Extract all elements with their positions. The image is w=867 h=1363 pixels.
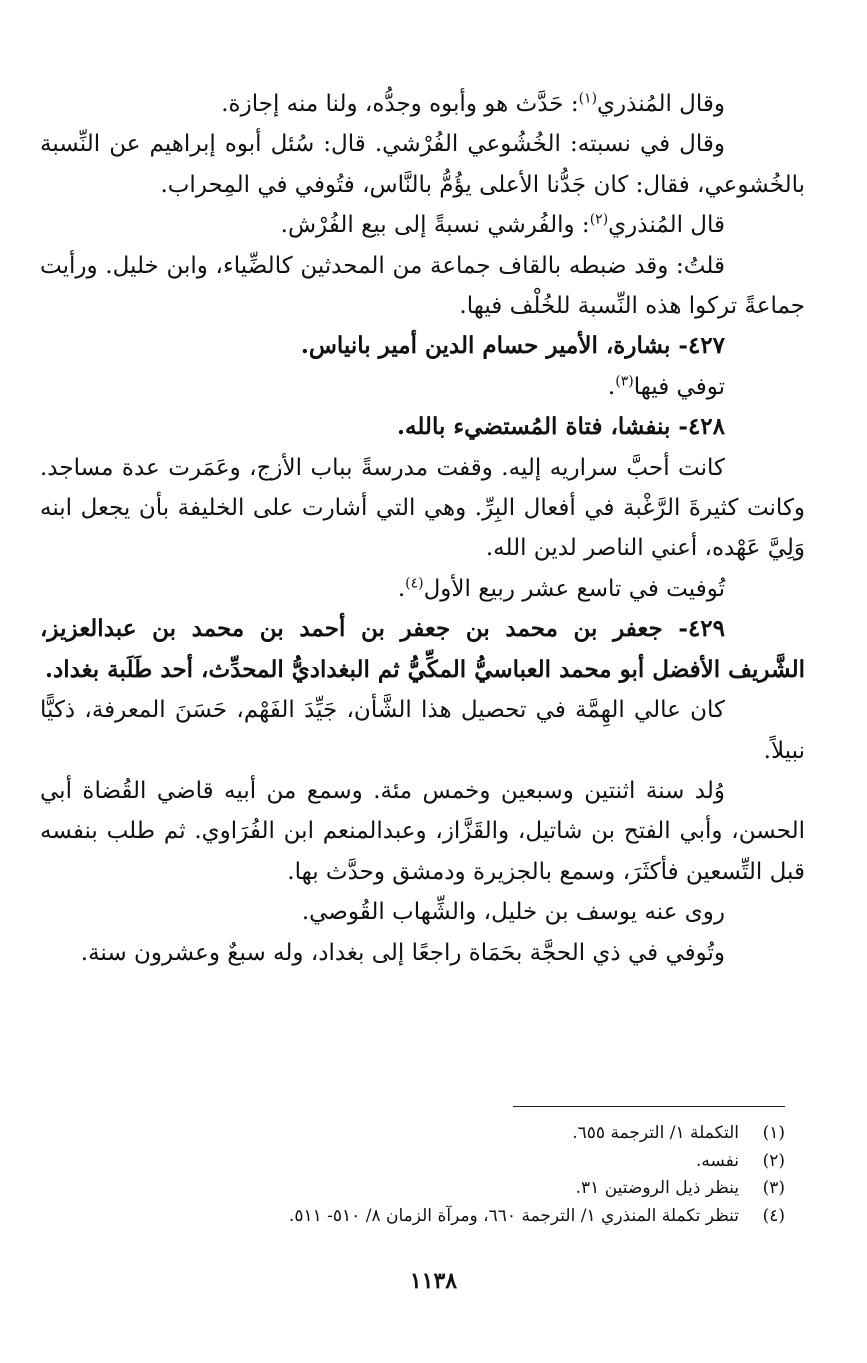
footnote-ref-4: (٤) (405, 575, 424, 592)
paragraph-8: كانت أحبَّ سراريه إليه. وقفت مدرسةً بباب الأزج، وعَمَرت عدة مساجد. وكانت كثيرةَ الرَّغْبة في أفعال البِرِّ. وهي التي أشارت على الخليفة بأن يجعل ابنه وَلِيَّ عَهْده، أعني الناصر لدين الله. (40, 454, 805, 562)
paragraph-13: روى عنه يوسف بن خليل، والشِّهاب القُوصي. (301, 899, 725, 926)
entry-428-heading: ٤٢٨- بنفشا، فتاة المُستضيء بالله. (396, 413, 725, 441)
entry-429-heading: ٤٢٩- جعفر بن محمد بن جعفر بن أحمد بن محمد بن عبدالعزيز، الشَّريف الأفضل أبو محمد العباسيُّ المكِّيُّ ثم البغداديُّ المحدِّث، أحد طَلَبة بغداد. (40, 615, 805, 683)
footnote-3: (٣) ينظر ذيل الروضتين ٣١. (575, 1178, 785, 1198)
footnotes (40, 1120, 785, 1230)
paragraph-2: وقال في نسبته: الخُشُوعي الفُرْشي. قال: سُئل أبوه إبراهيم عن النِّسبة بالخُشوعي، فقال: كان جَدُّنا الأعلى يؤُمُّ بالنَّاس، فتُوفي في المِحراب. (40, 131, 805, 198)
footnote-4: (٤) تنظر تكملة المنذري ١/ الترجمة ٦٦٠، ومرآة الزمان ٨/ ٥١٠- ٥١١. (288, 1205, 785, 1226)
footnote-2: (٢) نفسه. (695, 1150, 785, 1171)
footnote-1: (١) التكملة ١/ الترجمة ٦٥٥. (572, 1123, 785, 1143)
footnote-ref-3: (٣) (615, 373, 634, 390)
paragraph-4: قلتُ: وقد ضبطه بالقاف جماعة من المحدثين كالضِّياء، وابن خليل. ورأيت جماعةً تركوا هذه النِّسبة للخُلْف فيها. (40, 252, 805, 320)
paragraph-11: كان عالي الهِمَّة في تحصيل هذا الشَّأن، جَيِّدَ الفَهْم، حَسَنَ المعرفة، ذكيًّا نبيلاً. (40, 697, 805, 764)
footnote-ref-2: (٢) (589, 211, 609, 228)
paragraph-6: توفي فيها$^{(٣)}$. (607, 373, 725, 400)
paragraph-1: وقال المُنذري$^{(١)}$: حَدَّث هو وأبوه وجدُّه، ولنا منه إجازة. (221, 90, 725, 117)
paragraph-3: قال المُنذري$^{(٢)}$: والفُرشي نسبةً إلى بيع الفُرْش. (280, 211, 725, 239)
paragraph-14: وتُوفي في ذي الحجَّة بحَمَاة راجعًا إلى بغداد، وله سبعٌ وعشرون سنة. (80, 939, 725, 966)
footnote-divider (513, 1106, 785, 1107)
footnote-ref-1: (١) (578, 90, 598, 107)
main-text (40, 84, 805, 973)
paragraph-12: وُلد سنة اثنتين وسبعين وخمس مئة. وسمع من أبيه قاضي القُضاة أبي الحسن، وأبي الفتح بن شاتيل، والقَزَّاز، وعبدالمنعم ابن الفُرَاوي. ثم طلب بنفسه قبل التِّسعين فأكثَرَ، وسمع بالجزيرة ودمشق وحدَّث بها. (40, 777, 805, 885)
paragraph-9: تُوفيت في تاسع عشر ربيع الأول$^{(٤)}$. (397, 575, 725, 602)
page-number: ١١٣٨ (409, 1268, 458, 1294)
entry-427-heading: ٤٢٧- بشارة، الأمير حسام الدين أمير بانياس. (300, 332, 725, 360)
